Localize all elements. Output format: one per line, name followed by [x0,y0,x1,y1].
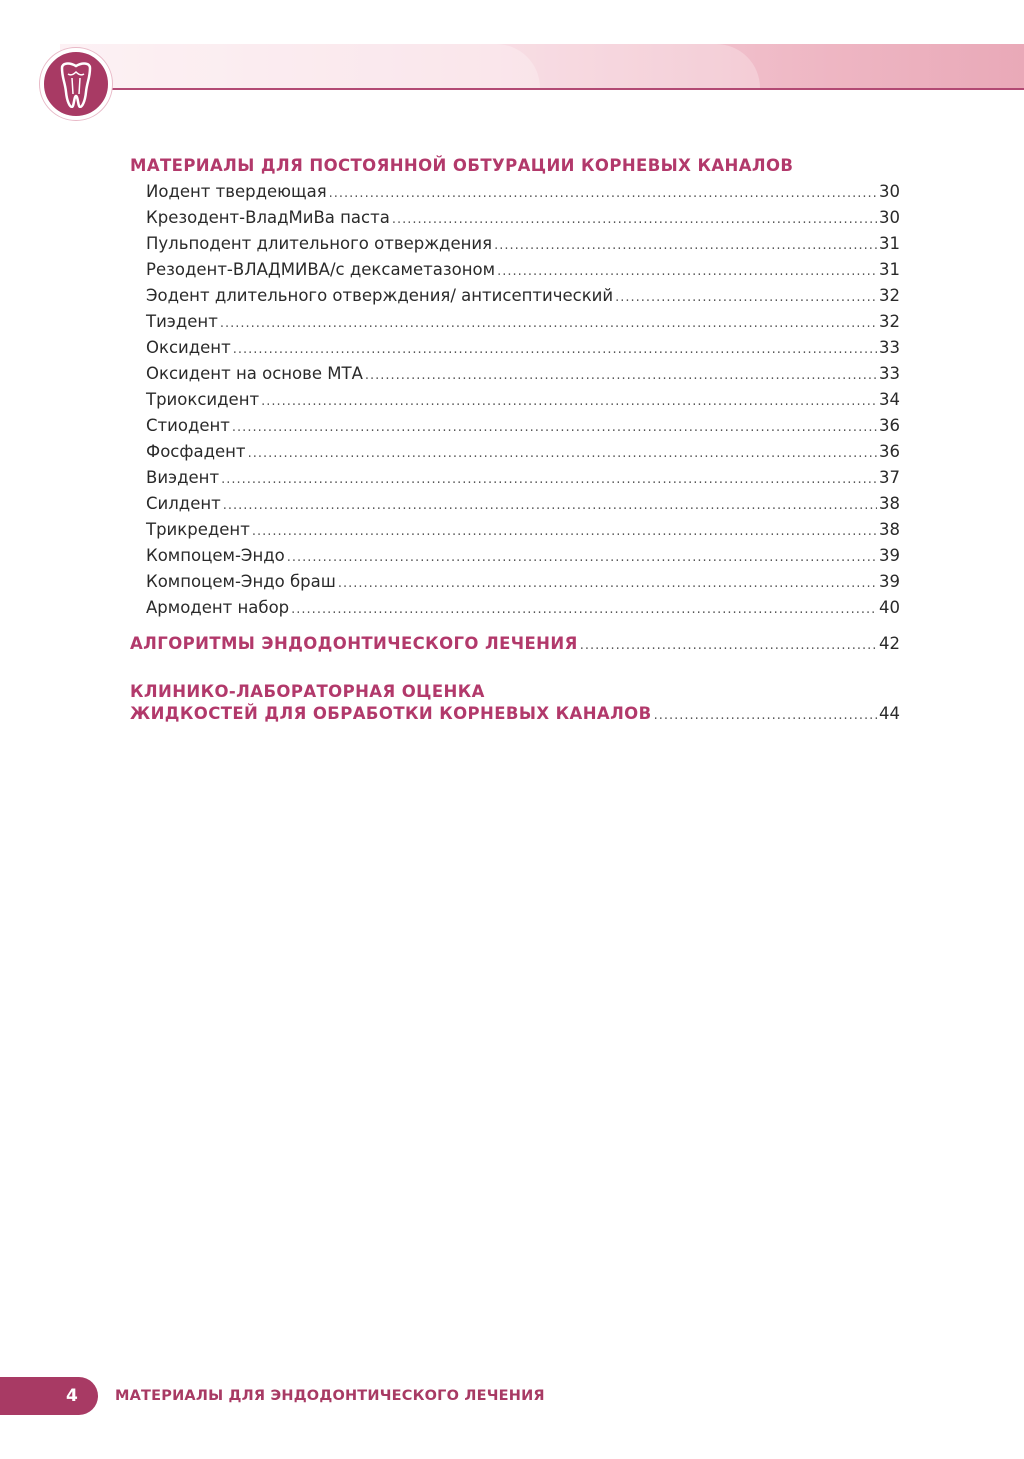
tooth-icon [58,62,94,108]
table-of-contents [130,155,900,727]
toc-entry-page: 31 [879,234,900,253]
toc-entry[interactable] [130,335,900,361]
footer-page-tab [0,1377,98,1415]
toc-entry-page: 36 [879,416,900,435]
toc-entry-label: Силдент [146,494,221,513]
toc-entry[interactable] [130,257,900,283]
toc-entry-label: Армодент набор [146,598,290,617]
toc-entry-label: Стиодент [146,416,230,435]
dot-leader [615,285,877,311]
dot-leader [223,493,877,519]
toc-entry-page: 42 [879,634,900,653]
toc-entry[interactable] [130,387,900,413]
toc-entry-label: Триоксидент [146,390,260,409]
dot-leader [232,415,877,441]
section-title: МАТЕРИАЛЫ ДЛЯ ПОСТОЯННОЙ ОБТУРАЦИИ КОРНЕВЫХ КАНАЛОВ [130,156,794,175]
toc-entry-page: 33 [879,364,900,383]
toc-entry-page: 38 [879,494,900,513]
toc-entry-page: 36 [879,442,900,461]
dot-leader [494,233,877,259]
toc-entry-page: 32 [879,286,900,305]
toc-entry-label: Резодент-ВЛАДМИВА/с дексаметазоном [146,260,496,279]
dot-leader [248,441,877,467]
dot-leader [261,389,877,415]
toc-entry-label: Компоцем-Эндо браш [146,572,336,591]
toc-entry-label: Виэдент [146,468,220,487]
toc-entry-page: 33 [879,338,900,357]
toc-entry[interactable] [130,413,900,439]
toc-entry-page: 40 [879,598,900,617]
dot-leader [365,363,877,389]
dot-leader [654,705,877,727]
toc-entry[interactable] [130,231,900,257]
toc-entry-label: Пульподент длительного отверждения [146,234,493,253]
toc-entry-page: 34 [879,390,900,409]
toc-entry-label: Эодент длительного отверждения/ антисептический [146,286,614,305]
dot-leader [233,337,877,363]
toc-entry-page: 30 [879,208,900,227]
toc-entry-label: Тиэдент [146,312,218,331]
toc-entry[interactable] [130,517,900,543]
toc-entry-page: 44 [879,704,900,723]
toc-entry[interactable] [130,439,900,465]
dot-leader [221,467,877,493]
dot-leader [580,635,877,657]
toc-entry[interactable] [130,543,900,569]
toc-entry-page: 37 [879,468,900,487]
toc-entry-label: Фосфадент [146,442,246,461]
section-title-line: ЖИДКОСТЕЙ ДЛЯ ОБРАБОТКИ КОРНЕВЫХ КАНАЛОВ [130,704,652,723]
toc-entry-label: Иодент твердеющая [146,182,327,201]
toc-section-entry[interactable] [130,703,900,727]
dot-leader [252,519,877,545]
toc-entry[interactable] [130,465,900,491]
page-number: 4 [66,1386,78,1406]
dot-leader [220,311,877,337]
toc-entry-page: 32 [879,312,900,331]
toc-entry-page: 39 [879,546,900,565]
toc-entry[interactable] [130,309,900,335]
header-rule [60,88,1024,90]
toc-section-entry[interactable] [130,633,900,657]
dot-leader [291,597,877,623]
toc-entry-label: Компоцем-Эндо [146,546,285,565]
toc-entry-page: 30 [879,182,900,201]
running-title: МАТЕРИАЛЫ ДЛЯ ЭНДОДОНТИЧЕСКОГО ЛЕЧЕНИЯ [115,1388,545,1404]
toc-entry[interactable] [130,283,900,309]
dot-leader [338,571,877,597]
toc-entry[interactable] [130,205,900,231]
toc-entry-page: 31 [879,260,900,279]
toc-entry[interactable] [130,595,900,621]
dot-leader [287,545,877,571]
header-wave [60,44,760,88]
dot-leader [329,181,877,207]
dot-leader [497,259,877,285]
toc-entry-page: 38 [879,520,900,539]
toc-entry-label: Крезодент-ВладМиВа паста [146,208,390,227]
section-title-line: КЛИНИКО-ЛАБОРАТОРНАЯ ОЦЕНКА [130,682,485,701]
toc-entry-label: Оксидент [146,338,231,357]
toc-entry-label: Оксидент на основе МТА [146,364,363,383]
section-title: АЛГОРИТМЫ ЭНДОДОНТИЧЕСКОГО ЛЕЧЕНИЯ [130,634,578,653]
toc-entry-label: Трикредент [146,520,250,539]
toc-entry-page: 39 [879,572,900,591]
toc-entry[interactable] [130,491,900,517]
toc-entry[interactable] [130,569,900,595]
dot-leader [392,207,877,233]
logo [40,48,112,120]
toc-entry[interactable] [130,179,900,205]
toc-entry[interactable] [130,361,900,387]
